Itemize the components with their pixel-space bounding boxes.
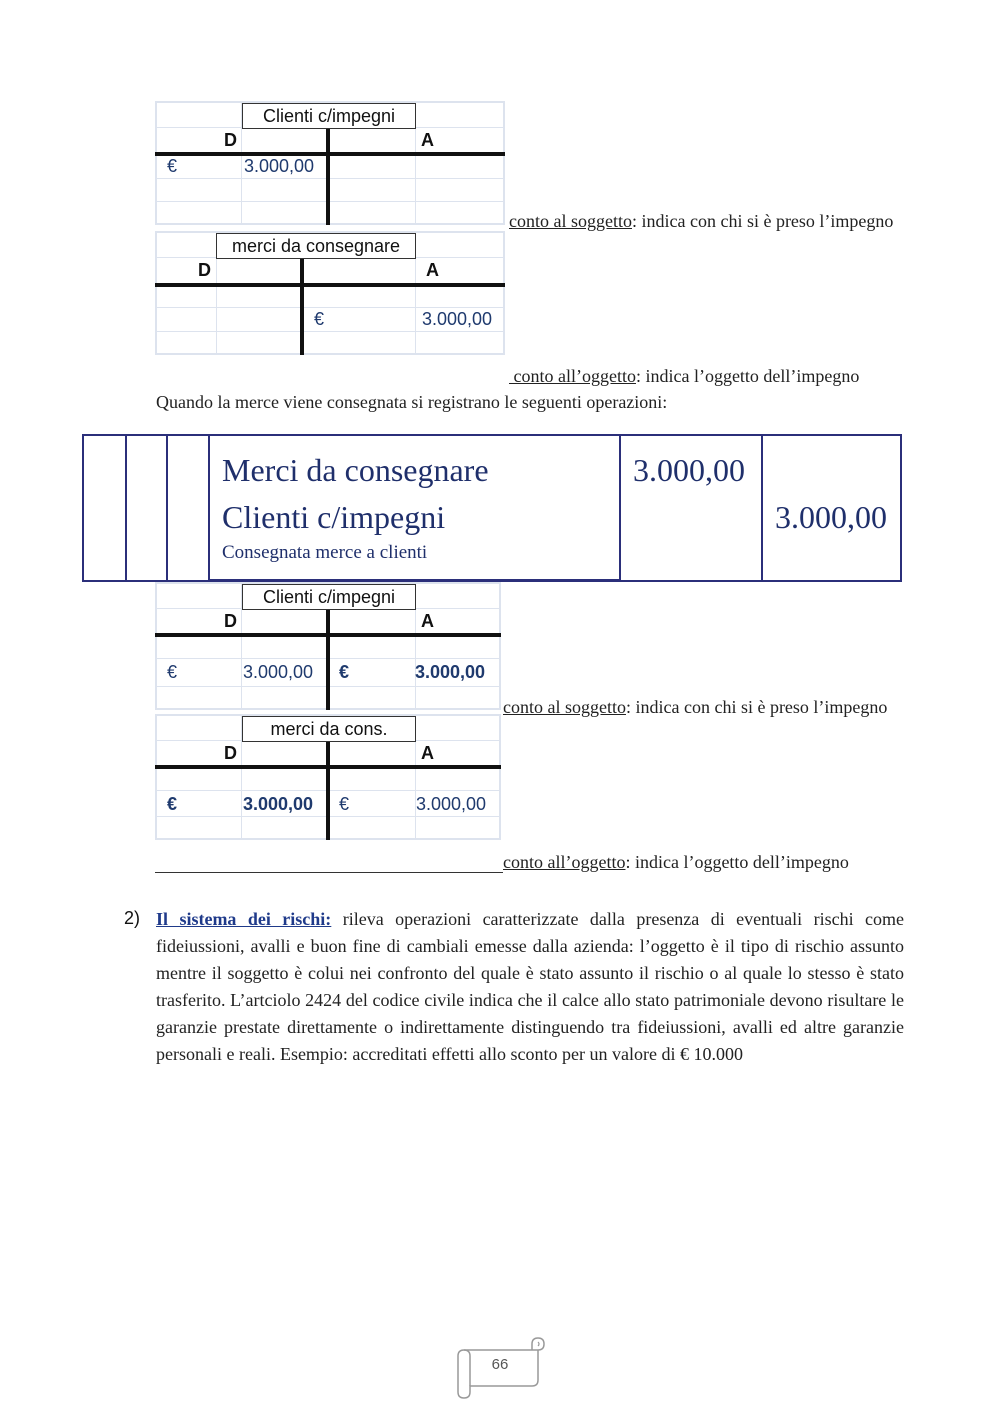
t-vertical-line <box>326 127 330 225</box>
debit-label: D <box>224 130 237 150</box>
underline-rule <box>155 872 503 873</box>
t-account-clienti-impegni-2 <box>155 582 501 710</box>
debit-amount: 3.000,00 <box>243 794 314 814</box>
account-title: merci da consegnare <box>216 233 416 259</box>
t-vertical-line <box>300 257 304 355</box>
credit-label: A <box>426 260 439 280</box>
conto-soggetto-desc: : indica con chi si è preso l’impegno <box>631 211 894 231</box>
note-conto-soggetto-1 <box>509 211 893 232</box>
credit-amount: 3.000,00 <box>416 794 487 814</box>
conto-oggetto-desc: : indica l’oggetto dell’impegno <box>635 366 860 386</box>
debit-label: D <box>224 743 237 763</box>
t-account-clienti-impegni-1 <box>155 101 505 225</box>
credit-currency: € <box>339 794 350 814</box>
entry-description: Consegnata merce a clienti <box>222 542 428 563</box>
page-number-scroll <box>454 1336 546 1400</box>
account-title: Clienti c/impegni <box>242 584 416 610</box>
t-account-merci-da-consegnare <box>155 231 505 355</box>
account-title: merci da cons. <box>242 716 416 742</box>
credit-amount: 3.000,00 <box>775 499 887 535</box>
page-number: 66 <box>491 1356 509 1373</box>
t-vertical-line <box>326 740 330 840</box>
conto-soggetto-term: conto al soggetto <box>503 697 626 717</box>
debit-currency: € <box>167 156 178 176</box>
bottom-rule <box>208 579 620 582</box>
section-heading: Il sistema dei rischi: <box>156 909 332 929</box>
t-horizontal-line <box>155 152 505 156</box>
account-title: Clienti c/impegni <box>242 103 416 129</box>
journal-entry <box>82 434 902 582</box>
t-account-merci-da-cons <box>155 714 501 840</box>
t-horizontal-line <box>155 283 505 287</box>
conto-soggetto-term: conto al soggetto <box>509 211 632 231</box>
credit-label: A <box>421 743 434 763</box>
credit-currency: € <box>339 662 350 682</box>
debit-amount: 3.000,00 <box>633 452 745 488</box>
credit-label: A <box>421 611 434 631</box>
note-conto-oggetto-1 <box>509 366 859 387</box>
intro-text: Quando la merce viene consegnata si registrano le seguenti operazioni: <box>156 392 668 412</box>
section-paragraph <box>156 906 904 1068</box>
debit-amount: 3.000,00 <box>244 156 315 176</box>
debit-account: Merci da consegnare <box>222 452 489 488</box>
debit-label: D <box>198 260 211 280</box>
note-conto-soggetto-2 <box>503 697 887 718</box>
debit-label: D <box>224 611 237 631</box>
credit-amount: 3.000,00 <box>422 309 493 329</box>
section-number: 2) <box>124 908 141 928</box>
t-vertical-line <box>326 608 330 710</box>
credit-account: Clienti c/impegni <box>222 499 446 535</box>
credit-currency: € <box>314 309 325 329</box>
credit-amount: 3.000,00 <box>415 662 486 682</box>
debit-currency: € <box>167 662 178 682</box>
credit-label: A <box>421 130 434 150</box>
debit-currency: € <box>167 794 178 814</box>
conto-oggetto-term: conto all’oggetto <box>513 366 636 386</box>
note-conto-oggetto-2 <box>503 852 849 873</box>
debit-amount: 3.000,00 <box>243 662 314 682</box>
section-body: rileva operazioni caratterizzate dalla presenza di eventuali rischi come fideiussioni, avalli e buon fine di cambiali emesse dalla azienda: l’oggetto è il tipo di rischio assunto mentre il soggetto è colui nei confronto del quale è stato assunto il rischio o al quale lo stesso è stato trasferito. L’artciolo 2424 del codice civile indica che il calce allo stato patrimoniale devono risultare le garanzie prestate direttamente o indirettamente distinguendo tra fideiussioni, avalli ed altre garanzie personali e reali. Esempio: accreditati effetti allo sconto per un valore di € 10.000 <box>156 909 904 1064</box>
conto-oggetto-term: conto all’oggetto <box>503 852 626 872</box>
conto-oggetto-desc: : indica l’oggetto dell’impegno <box>625 852 849 872</box>
conto-soggetto-desc: : indica con chi si è preso l’impegno <box>625 697 888 717</box>
